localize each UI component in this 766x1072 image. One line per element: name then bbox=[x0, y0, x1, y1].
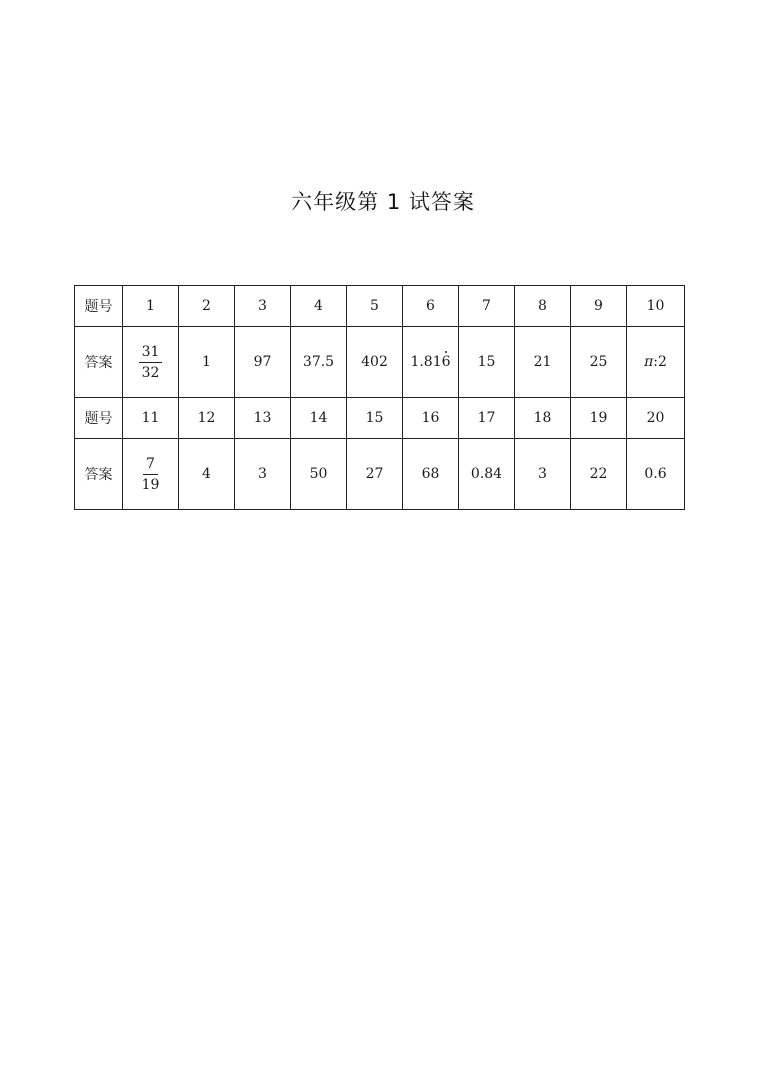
answer-cell-q19: 22 bbox=[571, 439, 627, 510]
answer-cell-q10 bbox=[627, 327, 685, 398]
answer-cell-q14: 50 bbox=[291, 439, 347, 510]
fraction-numerator: 31 bbox=[139, 345, 163, 363]
fraction-denominator: 19 bbox=[141, 477, 160, 493]
answer-cell-q5: 402 bbox=[347, 327, 403, 398]
answer-cell-q4: 37.5 bbox=[291, 327, 347, 398]
question-number: 10 bbox=[627, 286, 685, 327]
answer-cell-q20: 0.6 bbox=[627, 439, 685, 510]
question-row-2 bbox=[75, 398, 685, 439]
question-number: 7 bbox=[459, 286, 515, 327]
question-number: 11 bbox=[123, 398, 179, 439]
fraction bbox=[139, 345, 163, 380]
answer-cell-q2: 1 bbox=[179, 327, 235, 398]
repeating-decimal-base: 1.81 bbox=[410, 354, 442, 370]
repeating-decimal bbox=[410, 354, 450, 370]
answer-cell-q16: 68 bbox=[403, 439, 459, 510]
repeating-digit: 6 bbox=[441, 354, 451, 370]
fraction-denominator: 32 bbox=[141, 365, 160, 381]
question-number: 18 bbox=[515, 398, 571, 439]
answer-row-1 bbox=[75, 327, 685, 398]
question-number: 6 bbox=[403, 286, 459, 327]
question-number: 4 bbox=[291, 286, 347, 327]
pi-symbol: π bbox=[644, 354, 654, 370]
answer-cell-q8: 21 bbox=[515, 327, 571, 398]
question-number: 15 bbox=[347, 398, 403, 439]
ratio-rest: :2 bbox=[653, 354, 667, 370]
question-number: 16 bbox=[403, 398, 459, 439]
question-number: 13 bbox=[235, 398, 291, 439]
answer-cell-q6 bbox=[403, 327, 459, 398]
question-number: 12 bbox=[179, 398, 235, 439]
answer-cell-q18: 3 bbox=[515, 439, 571, 510]
answer-cell-q13: 3 bbox=[235, 439, 291, 510]
answer-cell-q12: 4 bbox=[179, 439, 235, 510]
question-number: 14 bbox=[291, 398, 347, 439]
question-number: 19 bbox=[571, 398, 627, 439]
question-number: 17 bbox=[459, 398, 515, 439]
question-number: 1 bbox=[123, 286, 179, 327]
answer-cell-q1 bbox=[123, 327, 179, 398]
question-number: 8 bbox=[515, 286, 571, 327]
answer-table bbox=[74, 285, 685, 510]
answer-row-2 bbox=[75, 439, 685, 510]
answer-cell-q3: 97 bbox=[235, 327, 291, 398]
answer-cell-q17: 0.84 bbox=[459, 439, 515, 510]
answer-label: 答案 bbox=[75, 439, 123, 510]
page-title: 六年级第 1 试答案 bbox=[291, 190, 475, 214]
question-label: 题号 bbox=[75, 286, 123, 327]
question-label: 题号 bbox=[75, 398, 123, 439]
answer-label: 答案 bbox=[75, 327, 123, 398]
question-number: 5 bbox=[347, 286, 403, 327]
question-number: 3 bbox=[235, 286, 291, 327]
fraction-numerator: 7 bbox=[143, 457, 158, 475]
answer-cell-q15: 27 bbox=[347, 439, 403, 510]
fraction bbox=[139, 457, 163, 492]
question-number: 20 bbox=[627, 398, 685, 439]
answer-cell-q9: 25 bbox=[571, 327, 627, 398]
answer-cell-q7: 15 bbox=[459, 327, 515, 398]
answer-cell-q11 bbox=[123, 439, 179, 510]
question-number: 9 bbox=[571, 286, 627, 327]
question-number: 2 bbox=[179, 286, 235, 327]
question-row-1 bbox=[75, 286, 685, 327]
